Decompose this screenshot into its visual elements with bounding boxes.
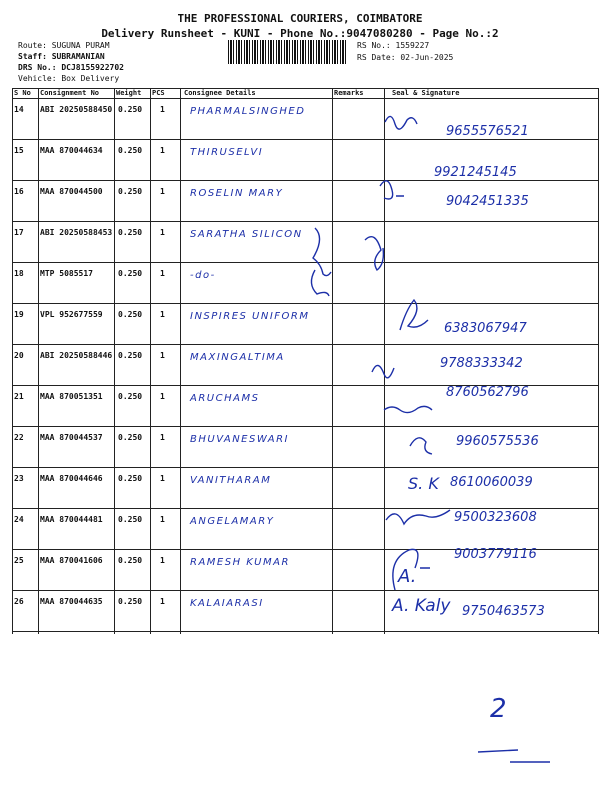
cell-weight: 0.250 — [118, 433, 143, 442]
cell-weight: 0.250 — [118, 556, 143, 565]
table-row — [12, 549, 598, 590]
staff-line — [18, 52, 105, 61]
cell-pcs: 1 — [160, 515, 165, 524]
cell-sno: 24 — [14, 515, 24, 524]
cell-pcs: 1 — [160, 269, 165, 278]
col-consignee: Consignee Details — [184, 89, 256, 97]
cell-pcs: 1 — [160, 597, 165, 606]
staff-name: SUBRAMANIAN — [51, 52, 105, 61]
receiver-phone: 9750463573 — [462, 604, 545, 619]
signature-name-25: A. — [398, 566, 417, 587]
cell-weight: 0.250 — [118, 105, 143, 114]
table-row — [12, 344, 598, 385]
cell-consignment: MAA 870044634 — [40, 146, 103, 155]
company-title: THE PROFESSIONAL COURIERS, COIMBATORE — [177, 12, 423, 25]
cell-sno: 14 — [14, 105, 24, 114]
cell-consignment: MAA 870044635 — [40, 597, 103, 606]
cell-consignment: MAA 870044481 — [40, 515, 103, 524]
drs-label: DRS No.: — [18, 63, 57, 72]
cell-consignment: MTP 5085517 — [40, 269, 93, 278]
cell-pcs: 1 — [160, 351, 165, 360]
receiver-phone: 9921245145 — [434, 165, 517, 180]
receiver-phone: 9042451335 — [446, 194, 529, 209]
consignee-name: SARATHA SILICON — [190, 229, 303, 240]
cell-sno: 19 — [14, 310, 24, 319]
cell-sno: 20 — [14, 351, 24, 360]
footer-mark: 2 — [490, 694, 507, 724]
table-row — [12, 262, 598, 303]
cell-sno: 25 — [14, 556, 24, 565]
consignee-name: MAXINGALTIMA — [190, 352, 285, 363]
cell-sno: 22 — [14, 433, 24, 442]
cell-pcs: 1 — [160, 433, 165, 442]
route-text: Route: SUGUNA PURAM — [18, 41, 110, 50]
cell-weight: 0.250 — [118, 269, 143, 278]
signature-name-26: A. Kaly — [392, 596, 451, 616]
cell-pcs: 1 — [160, 392, 165, 401]
barcode — [228, 40, 346, 64]
cell-consignment: MAA 870041606 — [40, 556, 103, 565]
cell-weight: 0.250 — [118, 146, 143, 155]
cell-consignment: ABI 20250588446 — [40, 351, 113, 360]
cell-consignment: MAA 870051351 — [40, 392, 103, 401]
runsheet-table — [12, 88, 598, 634]
table-row — [12, 385, 598, 426]
rs-number: RS No.: 1559227 — [357, 41, 430, 50]
cell-sno: 18 — [14, 269, 24, 278]
staff-label: Staff: — [18, 52, 47, 61]
consignee-name: RAMESH KUMAR — [190, 557, 290, 568]
cell-weight: 0.250 — [118, 228, 143, 237]
table-row — [12, 303, 598, 344]
row-divider — [12, 631, 598, 632]
table-row — [12, 221, 598, 262]
cell-sno: 21 — [14, 392, 24, 401]
cell-pcs: 1 — [160, 474, 165, 483]
rs-date: RS Date: 02-Jun-2025 — [357, 53, 454, 62]
cell-sno: 23 — [14, 474, 24, 483]
table-row — [12, 590, 598, 631]
receiver-phone: 8610060039 — [450, 475, 533, 490]
receiver-phone: 9655576521 — [446, 124, 529, 139]
signature-name-23: S. K — [408, 474, 439, 493]
receiver-phone: 9788333342 — [440, 356, 523, 371]
cell-sno: 16 — [14, 187, 24, 196]
receiver-phone: 6383067947 — [444, 321, 527, 336]
cell-pcs: 1 — [160, 228, 165, 237]
cell-pcs: 1 — [160, 310, 165, 319]
cell-consignment: MAA 870044537 — [40, 433, 103, 442]
consignee-name: INSPIRES UNIFORM — [190, 311, 310, 322]
consignee-name: BHUVANESWARI — [190, 434, 289, 445]
cell-sno: 15 — [14, 146, 24, 155]
receiver-phone: 9003779116 — [454, 547, 537, 562]
consignee-name: PHARMALSINGHED — [190, 106, 306, 117]
consignee-name: ANGELAMARY — [190, 516, 275, 527]
consignee-name: ARUCHAMS — [190, 393, 260, 404]
col-weight: Weight — [116, 89, 142, 97]
table-row — [12, 180, 598, 221]
col-sno: S No — [14, 89, 31, 97]
cell-pcs: 1 — [160, 556, 165, 565]
col-consignment: Consignment No — [40, 89, 100, 97]
cell-weight: 0.250 — [118, 351, 143, 360]
cell-consignment: ABI 20250588450 — [40, 105, 113, 114]
table-row — [12, 98, 598, 139]
consignee-name: KALAIARASI — [190, 598, 264, 609]
consignee-name: VANITHARAM — [190, 475, 272, 486]
cell-weight: 0.250 — [118, 187, 143, 196]
cell-pcs: 1 — [160, 146, 165, 155]
vehicle-text: Vehicle: Box Delivery — [18, 74, 120, 83]
cell-pcs: 1 — [160, 105, 165, 114]
consignee-name: -do- — [190, 270, 216, 281]
consignee-name: THIRUSELVI — [190, 147, 264, 158]
cell-weight: 0.250 — [118, 515, 143, 524]
receiver-phone: 9500323608 — [454, 510, 537, 525]
col-pcs: PCS — [152, 89, 165, 97]
column-divider — [598, 88, 599, 634]
consignee-name: ROSELIN MARY — [190, 188, 284, 199]
cell-consignment: VPL 952677559 — [40, 310, 103, 319]
cell-pcs: 1 — [160, 187, 165, 196]
table-row — [12, 426, 598, 467]
table-row — [12, 508, 598, 549]
drs-number: DCJ8155922702 — [61, 63, 124, 72]
cell-weight: 0.250 — [118, 474, 143, 483]
drs-line — [18, 63, 124, 72]
receiver-phone: 8760562796 — [446, 385, 529, 400]
col-signature: Seal & Signature — [392, 89, 460, 97]
table-row — [12, 467, 598, 508]
cell-sno: 26 — [14, 597, 24, 606]
cell-weight: 0.250 — [118, 392, 143, 401]
cell-consignment: MAA 870044500 — [40, 187, 103, 196]
col-remarks: Remarks — [334, 89, 364, 97]
runsheet-subtitle: Delivery Runsheet - KUNI - Phone No.:9047080280 - Page No.:2 — [101, 27, 499, 40]
row-divider — [12, 88, 598, 89]
cell-weight: 0.250 — [118, 310, 143, 319]
cell-consignment: ABI 20250588453 — [40, 228, 113, 237]
table-row — [12, 139, 598, 180]
cell-consignment: MAA 870044646 — [40, 474, 103, 483]
cell-weight: 0.250 — [118, 597, 143, 606]
receiver-phone: 9960575536 — [456, 434, 539, 449]
cell-sno: 17 — [14, 228, 24, 237]
footer-scribble — [478, 750, 550, 762]
